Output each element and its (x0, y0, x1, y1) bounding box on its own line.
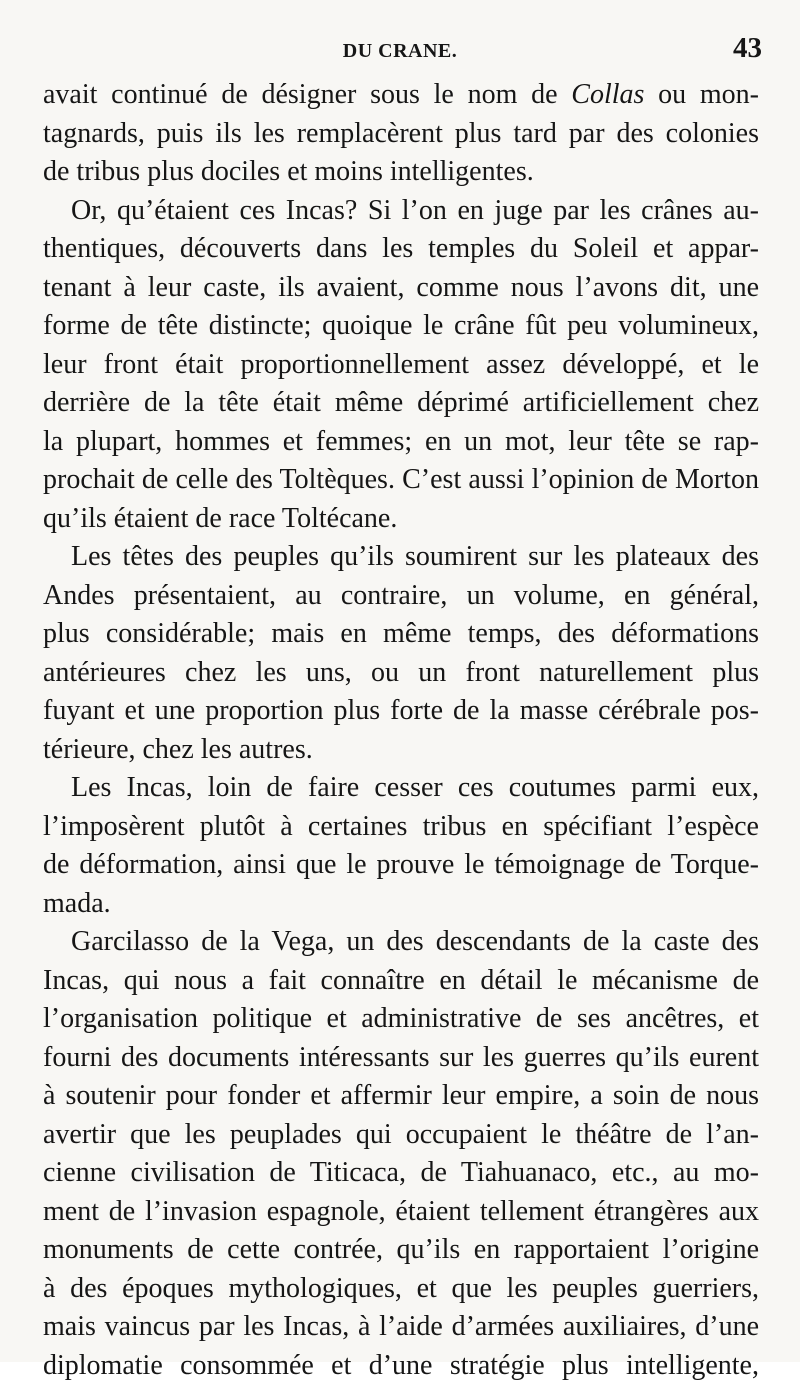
text-line (43, 269, 759, 308)
line-text: de tribus plus dociles et moins intelligentes. (43, 156, 534, 187)
text-line (43, 153, 759, 192)
line-text: à des époques mythologiques, et que les peuples guerriers, (43, 1273, 759, 1304)
line-text: tenant à leur caste, ils avaient, comme nous l’avons dit, une (43, 272, 759, 303)
text-line (43, 1270, 759, 1309)
line-text: Garcilasso de la Vega, un des descendants de la caste des (71, 926, 759, 957)
text-line (43, 1193, 759, 1232)
line-text: antérieures chez les uns, ou un front naturellement plus (43, 657, 759, 688)
line-text: Andes présentaient, au contraire, un volume, en général, (43, 580, 759, 611)
line-text: de déformation, ainsi que le prouve le témoignage de Torque- (43, 849, 759, 880)
text-line (43, 962, 759, 1001)
running-header (0, 32, 800, 72)
line-text: l’imposèrent plutôt à certaines tribus en spécifiant l’espèce (43, 811, 759, 842)
text-line (43, 1347, 759, 1385)
body-text (43, 76, 759, 1385)
text-line (43, 115, 759, 154)
line-text: Incas, qui nous a fait connaître en détail le mécanisme de (43, 965, 759, 996)
line-text: diplomatie consommée et d’une stratégie plus intelligente, (43, 1350, 759, 1381)
text-line (43, 230, 759, 269)
line-text: tagnards, puis ils les remplacèrent plus tard par des colonies (43, 118, 759, 149)
line-text: Or, qu’étaient ces Incas? Si l’on en juge par les crânes au- (71, 195, 759, 226)
text-line (43, 423, 759, 462)
line-text: mada. (43, 888, 111, 919)
text-line (43, 1000, 759, 1039)
line-text: ment de l’invasion espagnole, étaient tellement étrangères aux (43, 1196, 759, 1227)
text-line (43, 692, 759, 731)
text-line (43, 461, 759, 500)
text-line (43, 615, 759, 654)
line-text: avertir que les peuplades qui occupaient le théâtre de l’an- (43, 1119, 759, 1150)
line-text: Les Incas, loin de faire cesser ces coutumes parmi eux, (71, 772, 759, 803)
line-text: cienne civilisation de Titicaca, de Tiahuanaco, etc., au mo- (43, 1157, 759, 1188)
line-text: forme de tête distincte; quoique le crâne fût peu volumineux, (43, 310, 759, 341)
text-line (43, 1077, 759, 1116)
line-text: qu’ils étaient de race Toltécane. (43, 503, 397, 534)
paragraph-first-line (43, 923, 759, 962)
text-line (43, 1039, 759, 1078)
line-text: thentiques, découverts dans les temples du Soleil et appar- (43, 233, 759, 264)
text-line (43, 307, 759, 346)
running-title: DU CRANE. (0, 40, 800, 63)
text-line (43, 500, 759, 539)
text-line (43, 885, 759, 924)
paragraph-first-line (43, 769, 759, 808)
line-text: plus considérable; mais en même temps, des déformations (43, 618, 759, 649)
text-line (43, 76, 759, 115)
line-text: fourni des documents intéressants sur les guerres qu’ils eurent (43, 1042, 759, 1073)
line-text: avait continué de désigner sous le nom de (43, 79, 571, 110)
text-line (43, 731, 759, 770)
paragraph-first-line (43, 538, 759, 577)
page-number: 43 (733, 32, 762, 65)
text-line (43, 346, 759, 385)
text-line (43, 1231, 759, 1270)
text-line (43, 384, 759, 423)
line-text-after: ou mon- (644, 79, 759, 110)
italic-term: Collas (571, 79, 644, 110)
line-text: derrière de la tête était même déprimé artificiellement chez (43, 387, 759, 418)
line-text: Les têtes des peuples qu’ils soumirent sur les plateaux des (71, 541, 759, 572)
text-line (43, 654, 759, 693)
line-text: mais vaincus par les Incas, à l’aide d’armées auxiliaires, d’une (43, 1311, 759, 1342)
text-line (43, 1116, 759, 1155)
line-text: térieure, chez les autres. (43, 734, 313, 765)
line-text: la plupart, hommes et femmes; en un mot, leur tête se rap- (43, 426, 759, 457)
line-text: prochait de celle des Toltèques. C’est aussi l’opinion de Morton (43, 464, 759, 495)
text-line (43, 846, 759, 885)
paragraph-first-line (43, 192, 759, 231)
line-text: l’organisation politique et administrative de ses ancêtres, et (43, 1003, 759, 1034)
text-line (43, 1154, 759, 1193)
line-text: leur front était proportionnellement assez développé, et le (43, 349, 759, 380)
line-text: à soutenir pour fonder et affermir leur empire, a soin de nous (43, 1080, 759, 1111)
text-line (43, 808, 759, 847)
text-line (43, 1308, 759, 1347)
line-text: monuments de cette contrée, qu’ils en rapportaient l’origine (43, 1234, 759, 1265)
line-text: fuyant et une proportion plus forte de la masse cérébrale pos- (43, 695, 759, 726)
text-line (43, 577, 759, 616)
